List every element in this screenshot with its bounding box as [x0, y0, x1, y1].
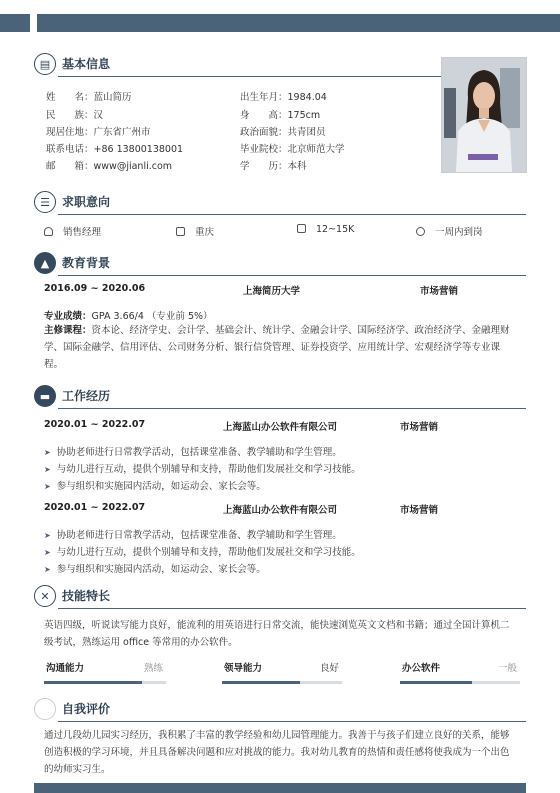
- height-label: 身 高：: [240, 110, 288, 121]
- skill-progress-bar: [222, 681, 342, 684]
- edu-grade: [44, 308, 213, 322]
- skill-level: 良好: [320, 663, 340, 674]
- section-self-eval: [34, 698, 526, 724]
- birth-label: 出生年月：: [240, 92, 288, 103]
- intent-salary: [297, 224, 354, 235]
- person-icon: [34, 698, 56, 720]
- arrow-icon: ➤: [44, 548, 51, 557]
- intent-position: [44, 224, 101, 238]
- skill-name: 沟通能力: [46, 663, 85, 674]
- arrow-icon: ➤: [44, 465, 51, 474]
- residence-value: 广东省广州市: [93, 127, 151, 138]
- edu-courses-label: 主修课程：: [44, 325, 92, 336]
- section-title-work: 工作经历: [62, 389, 111, 403]
- work-item: [44, 478, 266, 492]
- intent-city-text: 重庆: [195, 227, 215, 238]
- section-title-skills: 技能特长: [62, 589, 111, 603]
- id-card-icon: ▤: [34, 53, 56, 75]
- work-company: 上海蓝山办公软件有限公司: [223, 505, 338, 516]
- skill-progress-bar: [44, 681, 166, 684]
- tools-icon: ✕: [34, 585, 56, 607]
- edu-courses: [44, 322, 518, 373]
- profile-photo: [441, 57, 527, 173]
- work-item: [44, 544, 361, 558]
- wallet-icon: [297, 224, 306, 233]
- ethnicity-value: 汉: [93, 110, 104, 121]
- intent-arrival: [416, 224, 483, 238]
- skill-level: 熟练: [144, 663, 164, 674]
- work-item: [44, 461, 361, 475]
- book-icon: ☰: [34, 191, 56, 213]
- work-item-text: 协助老师进行日常教学活动，包括课堂准备、教学辅助和学生管理。: [56, 530, 342, 541]
- self-eval-text: 通过几段幼儿园实习经历，我积累了丰富的教学经验和幼儿园管理能力。我善于与孩子们建立良好的关系，能够创造积极的学习环境，并且具备解决问题和应对挑战的能力。我对幼儿教育的热情和责任感将使我成为一个出色的幼师实习生。: [44, 730, 510, 775]
- skill-name: 办公软件: [402, 663, 441, 674]
- work-period: 2020.01 ~ 2022.07: [44, 502, 146, 513]
- skill-progress-bar: [400, 681, 520, 684]
- arrow-icon: ➤: [44, 482, 51, 491]
- section-intent: [34, 191, 526, 217]
- edu-grade-label: 专业成绩：: [44, 311, 92, 322]
- phone-value: +86 13800138001: [93, 144, 184, 155]
- work-item: [44, 527, 342, 541]
- ethnicity-label: 民 族：: [46, 110, 94, 121]
- arrow-icon: ➤: [44, 565, 51, 574]
- work-company: 上海蓝山办公软件有限公司: [223, 422, 338, 433]
- work-period: 2020.01 ~ 2022.07: [44, 419, 146, 430]
- edu-period: 2016.09 ~ 2020.06: [44, 283, 146, 294]
- skill-name: 领导能力: [224, 663, 263, 674]
- section-education: [34, 252, 526, 278]
- work-role: 市场营销: [400, 505, 439, 516]
- bottom-bar: [34, 783, 526, 793]
- section-work: [34, 385, 526, 411]
- section-divider: [58, 214, 526, 215]
- building-icon: [176, 227, 185, 236]
- top-bar-left: [0, 14, 30, 32]
- degree-label: 学 历：: [240, 161, 288, 172]
- section-title-intent: 求职意向: [62, 195, 111, 209]
- section-title-edu: 教育背景: [62, 256, 111, 270]
- skill-level: 一般: [498, 663, 518, 674]
- email-value: www@jianli.com: [93, 161, 173, 172]
- top-bar-right: [37, 14, 560, 32]
- intent-position-text: 销售经理: [63, 227, 102, 238]
- email-label: 邮 箱：: [46, 161, 94, 172]
- section-divider: [58, 721, 526, 722]
- work-role: 市场营销: [400, 422, 439, 433]
- arrow-icon: ➤: [44, 531, 51, 540]
- birth-value: 1984.04: [287, 92, 327, 103]
- section-divider: [58, 608, 526, 609]
- tie-icon: [44, 227, 53, 236]
- edu-courses-value: 资本论、经济学史、会计学、基础会计、统计学、金融会计学、国际经济学、政治经济学、金融理财学、国际金融学、信用评估、公司财务分析、银行信贷管理、证券投资学、应用统计学、宏观经济学等专业课程。: [44, 325, 510, 370]
- work-item: [44, 444, 342, 458]
- section-divider: [58, 275, 526, 276]
- school-label: 毕业院校：: [240, 144, 288, 155]
- skill-progress-fill: [44, 681, 142, 684]
- section-skills: [34, 585, 526, 611]
- work-item-text: 与幼儿进行互动，提供个别辅导和支持，帮助他们发展社交和学习技能。: [56, 547, 361, 558]
- political-label: 政治面貌：: [240, 127, 288, 138]
- graduation-cap-icon: ▲: [34, 252, 56, 274]
- person-portrait-icon: [442, 58, 526, 172]
- residence-label: 现居住地：: [46, 127, 94, 138]
- intent-arrival-text: 一周内到岗: [435, 227, 483, 238]
- edu-grade-value: GPA 3.66/4 （专业前 5%）: [91, 311, 213, 322]
- edu-school: 上海简历大学: [243, 286, 301, 297]
- section-title-basic: 基本信息: [62, 57, 111, 71]
- section-divider: [58, 408, 526, 409]
- name-label: 姓 名：: [46, 92, 94, 103]
- name-value: 蓝山简历: [93, 92, 132, 103]
- work-item-text: 参与组织和实施园内活动，如运动会、家长会等。: [56, 564, 266, 575]
- work-item-text: 与幼儿进行互动，提供个别辅导和支持，帮助他们发展社交和学习技能。: [56, 464, 361, 475]
- height-value: 175cm: [287, 110, 321, 121]
- intent-city: [176, 224, 214, 238]
- skill-progress-fill: [222, 681, 300, 684]
- work-item: [44, 561, 266, 575]
- degree-value: 本科: [287, 161, 307, 172]
- section-divider: [58, 76, 442, 77]
- work-item-text: 协助老师进行日常教学活动，包括课堂准备、教学辅助和学生管理。: [56, 447, 342, 458]
- intent-salary-text: 12~15K: [316, 224, 355, 235]
- clock-icon: [416, 227, 425, 236]
- skills-text: 英语四级，听说读写能力良好，能流利的用英语进行日常交流，能快速浏览英文文档和书籍；通过全国计算机二级考试，熟练运用 office 等常用的办公软件。: [44, 620, 510, 648]
- school-value: 北京师范大学: [287, 144, 345, 155]
- skill-progress-fill: [400, 681, 472, 684]
- phone-label: 联系电话：: [46, 144, 94, 155]
- political-value: 共青团员: [287, 127, 326, 138]
- work-item-text: 参与组织和实施园内活动，如运动会、家长会等。: [56, 481, 266, 492]
- section-basic-info: [34, 53, 442, 79]
- edu-major: 市场营销: [420, 286, 459, 297]
- section-title-self: 自我评价: [62, 702, 111, 716]
- arrow-icon: ➤: [44, 448, 51, 457]
- briefcase-icon: ▬: [34, 385, 56, 407]
